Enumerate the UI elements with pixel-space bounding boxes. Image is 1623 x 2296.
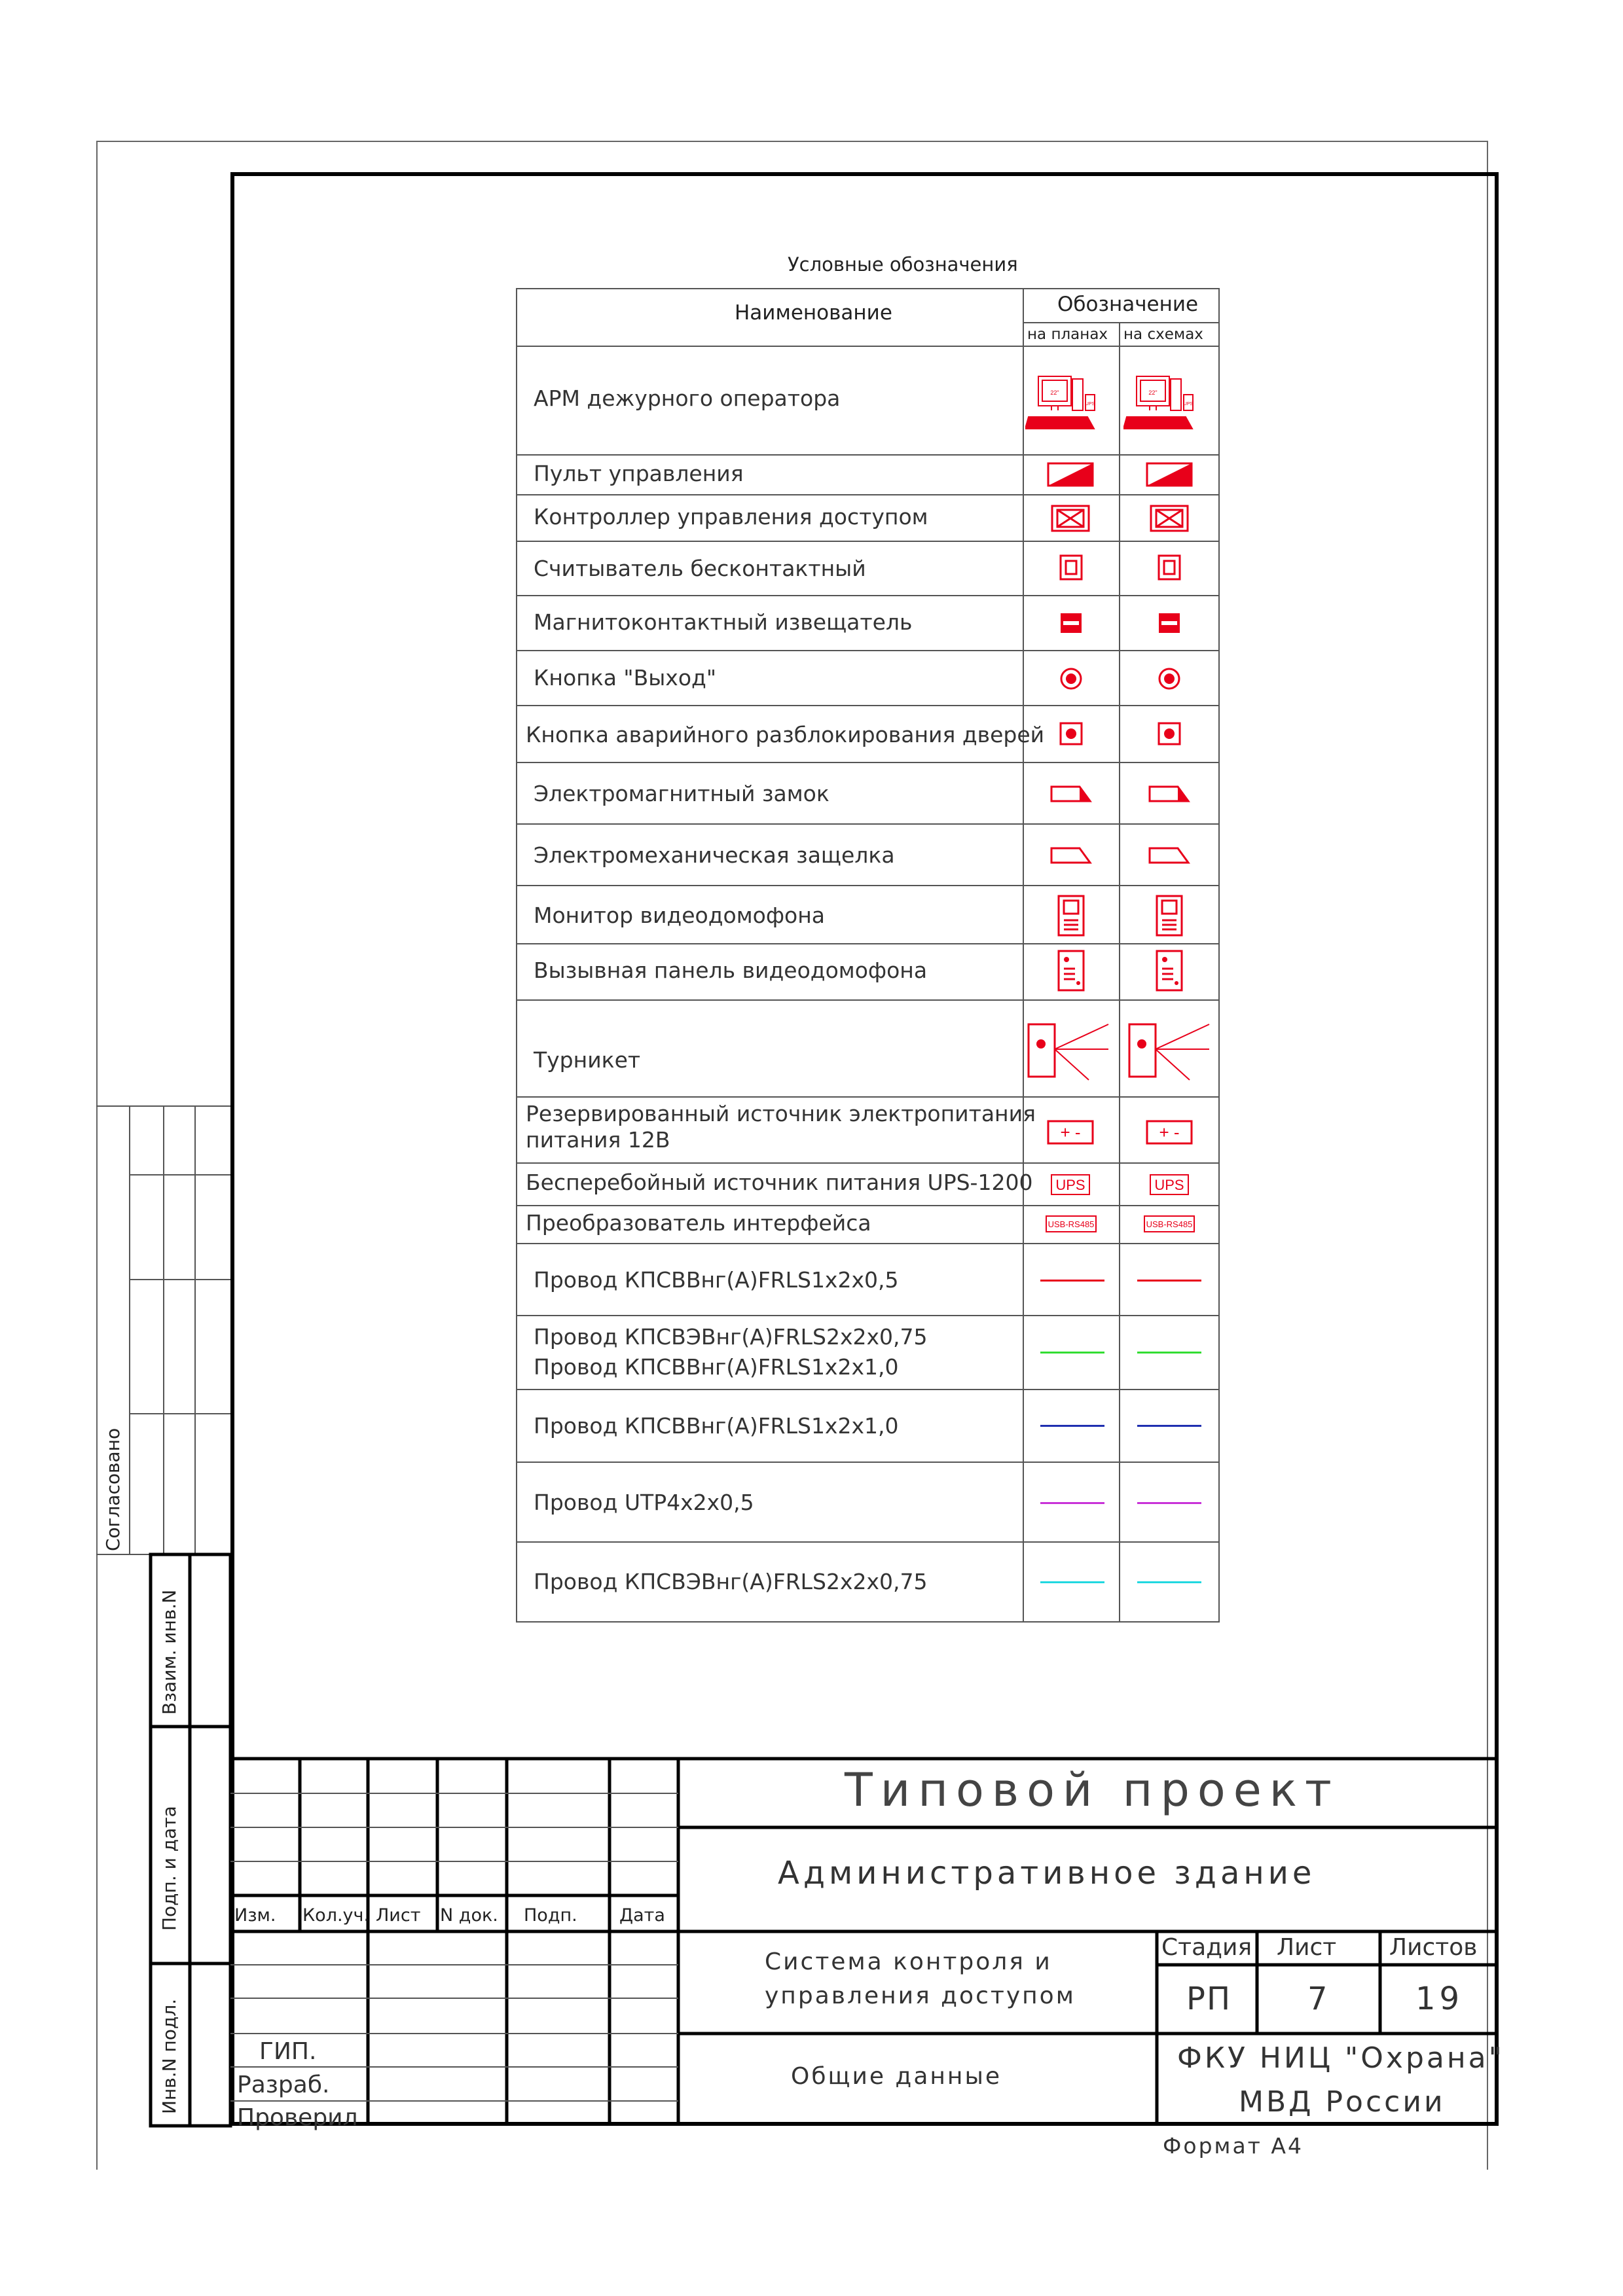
row-label-electromechanical-latch: Электромеханическая защелка [534, 842, 895, 868]
document-title: Общие данные [791, 2063, 1002, 2090]
legend-title: Условные обозначения [788, 253, 1018, 276]
row-label-turnstile: Турникет [534, 1047, 641, 1073]
sheet-label: Лист [1277, 1934, 1337, 1961]
row-label-wire-2-line2: Провод КПСВВнг(А)FRLS1х2х1,0 [534, 1354, 899, 1380]
psu-symbols-text-scheme: + - [1159, 1122, 1180, 1142]
row-label-reserved-psu: Резервированный источник электропитания [526, 1101, 1036, 1126]
stamp-sign-date: Подп. и дата [158, 1806, 180, 1931]
project-title: Типовой проект [845, 1763, 1340, 1817]
sheets-label: Листов [1389, 1934, 1478, 1961]
col-header-sheet: Лист [376, 1905, 421, 1926]
row-label-access-controller: Контроллер управления доступом [534, 504, 928, 529]
stamp-inv-orig: Инв.N подл. [158, 1998, 180, 2114]
converter-text: USB-RS485 [1048, 1219, 1095, 1229]
row-label-interface-converter: Преобразователь интерфейса [526, 1210, 871, 1236]
row-label-ups: Бесперебойный источник питания UPS-1200 [526, 1170, 1033, 1195]
header-name: Наименование [735, 301, 892, 325]
col-header-date: Дата [619, 1905, 665, 1926]
row-label-exit-button: Кнопка "Выход" [534, 665, 717, 691]
row-label-control-panel: Пульт управления [534, 461, 744, 486]
row-label-wire-3: Провод КПСВВнг(А)FRLS1х2х1,0 [534, 1413, 899, 1439]
row-label-wire-5: Провод КПСВЭВнг(А)FRLS2х2х0,75 [534, 1569, 928, 1594]
row-label-card-reader: Считыватель бесконтактный [534, 556, 866, 581]
psu-symbols-text: + - [1060, 1122, 1081, 1142]
role-checker: Проверил [237, 2104, 358, 2131]
monitor-size-text-scheme: 22" [1148, 389, 1158, 396]
header-on-plans: на планах [1027, 326, 1108, 343]
converter-text-scheme: USB-RS485 [1146, 1219, 1193, 1229]
organization-line1: ФКУ НИЦ "Охрана" [1177, 2041, 1504, 2075]
row-label-reserved-psu-line2: питания 12В [526, 1127, 670, 1153]
role-chief-engineer: ГИП. [259, 2038, 317, 2065]
row-label-intercom-monitor: Монитор видеодомофона [534, 903, 826, 928]
workstation-ups-text: UPS [1085, 402, 1095, 406]
col-header-doc-no: N док. [440, 1905, 498, 1926]
col-header-qty: Кол.уч. [302, 1905, 370, 1926]
col-header-change: Изм. [234, 1905, 276, 1926]
monitor-size-text: 22" [1050, 389, 1059, 396]
row-label-electromagnetic-lock: Электромагнитный замок [534, 781, 830, 806]
stage-value: РП [1186, 1981, 1232, 2017]
row-label-wire-4: Провод UTP4х2х0,5 [534, 1490, 754, 1515]
stamp-replace-inv: Взаим. инв.N [158, 1589, 180, 1715]
ups-text-scheme: UPS [1154, 1177, 1184, 1193]
sheets-value: 19 [1415, 1981, 1464, 2017]
building-title: Административное здание [778, 1855, 1316, 1892]
system-name-line2: управления доступом [765, 1982, 1076, 2009]
system-name-line1: Система контроля и [765, 1948, 1052, 1975]
stage-label: Стадия [1161, 1934, 1252, 1961]
header-on-schemes: на схемах [1123, 326, 1203, 343]
stamp-agreed: Согласовано [102, 1427, 124, 1551]
ups-text: UPS [1055, 1177, 1085, 1193]
workstation-ups-text-scheme: UPS [1183, 402, 1194, 406]
organization-line2: МВД России [1239, 2085, 1446, 2119]
col-header-signature: Подп. [524, 1905, 577, 1926]
header-designation: Обозначение [1057, 293, 1199, 316]
row-label-workstation: АРМ дежурного оператора [534, 386, 841, 411]
format-label: Формат А4 [1163, 2133, 1304, 2159]
row-label-magnetic-contact: Магнитоконтактный извещатель [534, 609, 913, 635]
sheet-value: 7 [1307, 1981, 1332, 2017]
role-developer: Разраб. [237, 2072, 330, 2098]
row-label-wire-1: Провод КПСВВнг(А)FRLS1х2х0,5 [534, 1267, 899, 1293]
row-label-wire-2: Провод КПСВЭВнг(А)FRLS2х2х0,75 [534, 1324, 928, 1350]
row-label-emergency-button: Кнопка аварийного разблокирования дверей [526, 722, 1045, 747]
row-label-intercom-panel: Вызывная панель видеодомофона [534, 958, 928, 983]
